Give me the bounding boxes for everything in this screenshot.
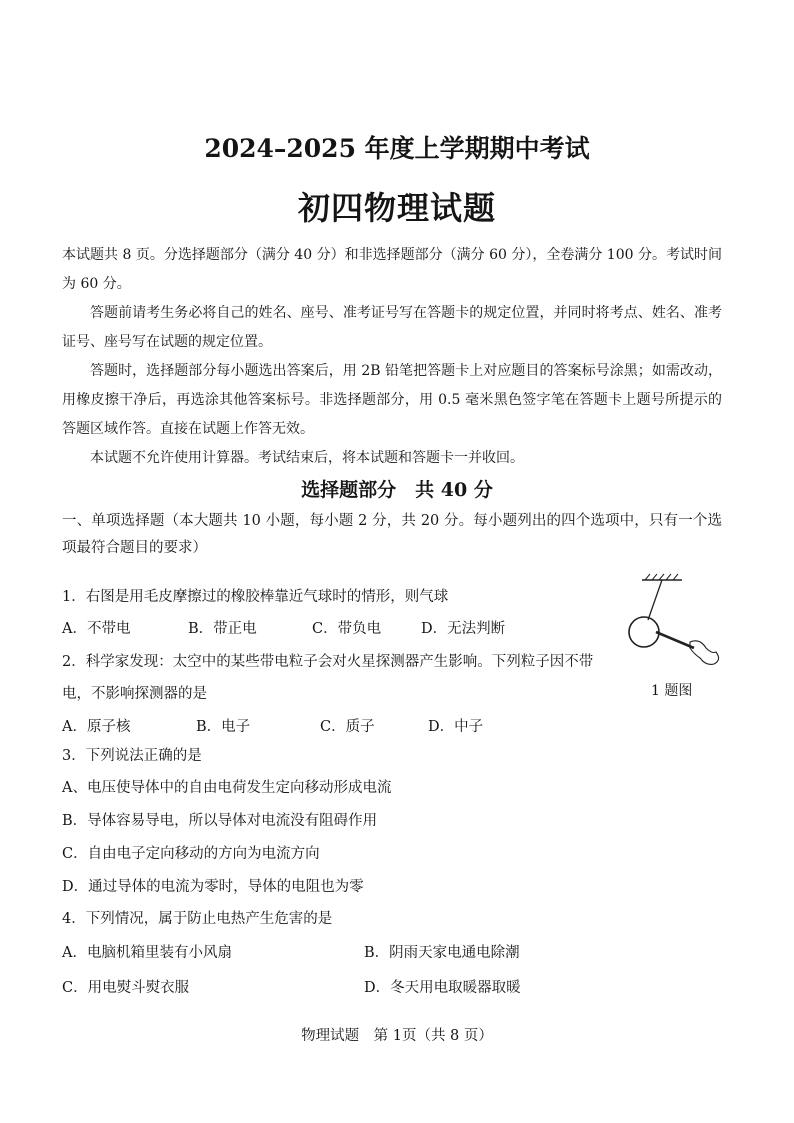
question-2-option-c: C．质子 [320,719,375,735]
page-footer: 物理试题 第 1页（共 8 页） [301,1028,493,1044]
question-2-option-a: A．原子核 [62,719,131,735]
question-4-option-c: C．用电熨斗熨衣服 [62,980,190,996]
question-4-option-d: D．冬天用电取暖器取暖 [364,980,521,996]
question-3-option-d: D．通过导体的电流为零时，导体的电阻也为零 [62,879,364,895]
hand-icon [690,641,719,665]
instruction-paragraph: 本试题共 8 页。分选择题部分（满分 40 分）和非选择题部分（满分 60 分），全卷满分 100 分。考试时间为 60 分。 [62,247,722,292]
question-2-stem-line1: 2．科学家发现：太空中的某些带电粒子会对火星探测器产生影响。下列粒子因不带 [62,654,594,670]
section-title: 选择题部分 共 40 分 [301,479,493,501]
instruction-paragraph: 答题时，选择题部分每小题选出答案后，用 2B 铅笔把答题卡上对应题目的答案标号涂黑；如需改动，用橡皮擦干净后，再选涂其他答案标号。非选择题部分，用 0.5 毫米黑色签字笔在答题卡上题号所提示的答题区域作答。直接在试题上作答无效。 [62,363,722,437]
question-4-option-b: B．阴雨天家电通电除潮 [364,945,520,961]
balloon-icon [629,617,659,647]
question-2-option-d: D．中子 [428,719,484,735]
part-heading [62,508,722,562]
question-1-option-d: D．无法判断 [421,621,506,637]
question-4-option-a: A．电脑机箱里装有小风扇 [62,945,232,961]
figure-caption: 1 题图 [651,683,693,699]
question-3-option-a: A、电压使导体中的自由电荷发生定向移动形成电流 [62,780,392,796]
string-line [648,580,662,620]
question-1-option-c: C．带负电 [312,621,382,637]
balloon-rod-figure [612,572,728,676]
question-1-option-b: B．带正电 [188,621,257,637]
exam-subject-title: 初四物理试题 [297,189,496,227]
rubber-rod-icon [656,632,694,648]
question-3-stem: 3．下列说法正确的是 [62,748,202,764]
part-heading-text: 一、单项选择题（本大题共 10 小题，每小题 2 分，共 20 分。每小题列出的四个选项中，只有一个选项最符合题目的要求） [62,513,722,556]
exam-title: 2024–2025 年度上学期期中考试 [204,134,590,163]
ceiling-icon [642,574,682,580]
instruction-paragraph: 答题前请考生务必将自己的姓名、座号、准考证号写在答题卡的规定位置，并同时将考点、姓名、准考证号、座号写在试题的规定位置。 [62,305,722,350]
question-3-option-c: C．自由电子定向移动的方向为电流方向 [62,846,320,862]
question-3-option-b: B．导体容易导电，所以导体对电流没有阻碍作用 [62,813,378,829]
question-2-stem-line2: 电，不影响探测器的是 [62,686,207,702]
question-4-stem: 4．下列情况，属于防止电热产生危害的是 [62,911,333,927]
question-1-stem: 1．右图是用毛皮摩擦过的橡胶棒靠近气球时的情形，则气球 [62,589,449,605]
instruction-paragraph: 本试题不允许使用计算器。考试结束后，将本试题和答题卡一并收回。 [90,450,524,466]
question-1-option-a: A．不带电 [62,621,131,637]
exam-instructions [62,241,722,473]
question-2-option-b: B．电子 [196,719,251,735]
